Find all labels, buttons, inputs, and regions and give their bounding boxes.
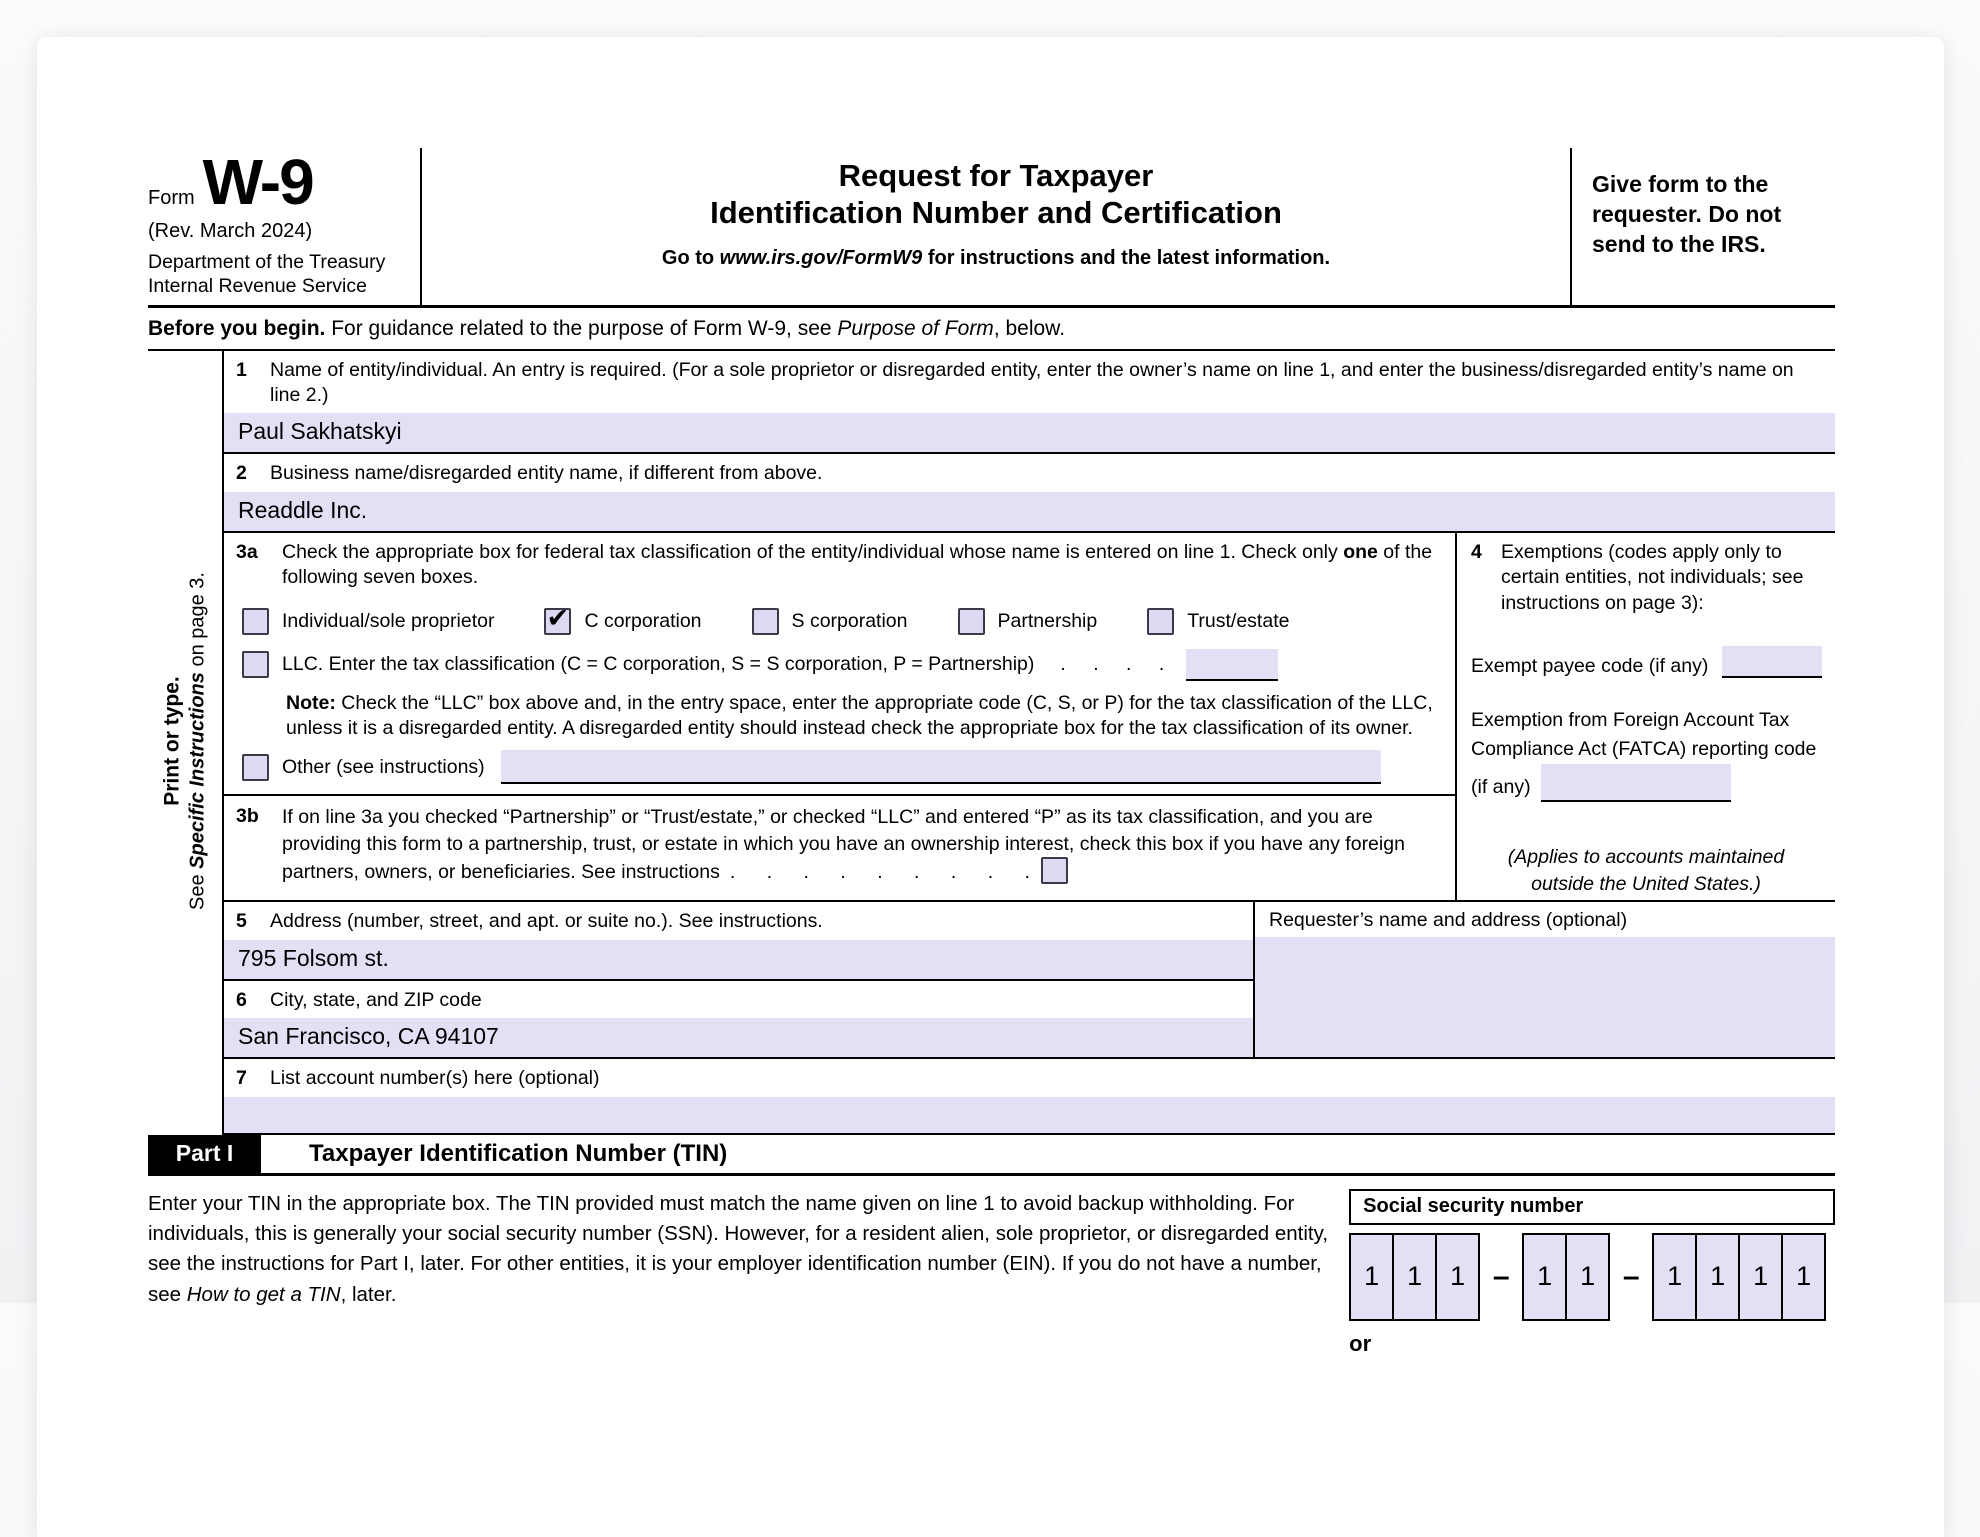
line3a-number: 3a — [236, 540, 258, 563]
option-other — [224, 750, 1455, 784]
irs-url-link[interactable]: www.irs.gov/FormW9 — [719, 247, 923, 270]
line4-block — [1455, 533, 1835, 901]
fatca-row — [1457, 706, 1835, 803]
ssn-dash-1: – — [1492, 1259, 1510, 1293]
line3a-label-text — [282, 540, 1441, 591]
ssn-digit-9[interactable]: 1 — [1781, 1233, 1826, 1321]
form-title-block — [420, 148, 1572, 305]
ssn-digit-6[interactable]: 1 — [1652, 1233, 1697, 1321]
line5-number: 5 — [236, 910, 247, 933]
label-s-corporation: S corporation — [791, 609, 908, 632]
checkbox-partnership[interactable] — [958, 608, 985, 635]
form-word: Form — [148, 187, 195, 209]
goto-prefix: Go to — [661, 247, 720, 270]
form-body — [148, 351, 1835, 1135]
give-form-block — [1572, 148, 1835, 305]
line2-label — [224, 454, 1835, 491]
line7-label — [224, 1059, 1835, 1096]
row-line3-4 — [224, 533, 1835, 903]
specific-instructions-emph: Specific Instructions — [186, 671, 209, 869]
line1-label-text: Name of entity/individual. An entry is required. (For a sole proprietor or disregarded entity, enter the owner’s name on line 1, and enter the business/disregarded entity’s name on line 2.) — [270, 358, 1794, 407]
row-line1 — [224, 351, 1835, 455]
address-input[interactable]: 795 Folsom st. — [224, 940, 1253, 979]
checkbox-s-corporation[interactable] — [752, 608, 779, 635]
line3b-label-text — [282, 804, 1441, 885]
how-to-get-tin-ref: How to get a TIN — [186, 1282, 341, 1306]
row-line7 — [224, 1059, 1835, 1134]
goto-instructions — [432, 247, 1560, 270]
part1-badge: Part I — [148, 1135, 261, 1173]
line1-number: 1 — [236, 358, 247, 381]
llc-dot-leader: . . . . — [1060, 653, 1165, 676]
ssn-block — [1349, 1189, 1835, 1357]
line6-label — [224, 981, 1253, 1018]
checkbox-foreign-partners[interactable] — [1041, 857, 1068, 884]
ssn-label: Social security number — [1349, 1189, 1835, 1225]
row-line6 — [224, 981, 1253, 1057]
row-line5 — [224, 902, 1253, 980]
line6-label-text: City, state, and ZIP code — [270, 988, 482, 1011]
line3b-label — [224, 804, 1455, 890]
checkbox-trust-estate[interactable] — [1147, 608, 1174, 635]
before-you-begin — [148, 308, 1835, 351]
line7-label-text: List account number(s) here (optional) — [270, 1067, 600, 1090]
option-llc — [224, 649, 1455, 681]
other-classification-input[interactable] — [501, 750, 1381, 784]
label-partnership: Partnership — [997, 609, 1098, 632]
ssn-digit-8[interactable]: 1 — [1738, 1233, 1783, 1321]
ssn-digit-7[interactable]: 1 — [1695, 1233, 1740, 1321]
ssn-digit-1[interactable]: 1 — [1349, 1233, 1394, 1321]
city-state-zip-input[interactable]: San Francisco, CA 94107 — [224, 1018, 1253, 1057]
line4-label — [1457, 540, 1835, 616]
side-post: on page 3. — [186, 571, 209, 672]
label-other: Other (see instructions) — [282, 755, 485, 778]
business-name-input[interactable]: Readdle Inc. — [224, 492, 1835, 531]
option-individual — [242, 608, 494, 635]
line3a-pre: Check the appropriate box for federal tax classification of the entity/individual whose name is entered on line 1. Check only — [282, 540, 1344, 563]
line4-number: 4 — [1471, 540, 1482, 563]
line1-label — [224, 351, 1835, 414]
form-page — [37, 37, 1944, 1537]
line3b-number: 3b — [236, 805, 259, 828]
ssn-dash-2: – — [1622, 1259, 1640, 1293]
line4-label-text: Exemptions (codes apply only to certain entities, not individuals; see instructions on page 3): — [1501, 540, 1804, 614]
line7-number: 7 — [236, 1067, 247, 1090]
llc-note — [286, 691, 1441, 741]
row-line2 — [224, 454, 1835, 532]
part1-text-post: , later. — [340, 1282, 397, 1306]
ssn-input-row — [1349, 1233, 1835, 1321]
part1-instructions — [148, 1189, 1335, 1357]
account-numbers-input[interactable] — [224, 1097, 1835, 1133]
form-title-line1: Request for Taxpayer — [838, 158, 1154, 193]
side-pre: See — [186, 868, 209, 910]
option-c-corporation — [544, 602, 702, 635]
or-label: or — [1349, 1330, 1372, 1356]
department-label: Department of the Treasury — [148, 251, 386, 273]
form-id-block — [148, 148, 420, 305]
checkbox-individual[interactable] — [242, 608, 269, 635]
label-individual: Individual/sole proprietor — [282, 609, 495, 632]
part1-title: Taxpayer Identification Number (TIN) — [309, 1139, 728, 1167]
ssn-digit-4[interactable]: 1 — [1522, 1233, 1567, 1321]
line2-number: 2 — [236, 462, 247, 485]
checkbox-llc[interactable] — [242, 651, 269, 678]
tax-classification-options — [224, 602, 1455, 635]
line3a-one-bold: one — [1343, 540, 1378, 563]
line5-label-text: Address (number, street, and apt. or suite no.). See instructions. — [270, 910, 823, 933]
form-title-line2: Identification Number and Certification — [710, 194, 1282, 230]
checkbox-c-corporation[interactable] — [544, 602, 571, 635]
form-number: W-9 — [202, 146, 313, 218]
before-end: , below. — [993, 316, 1066, 340]
specific-instructions-label — [187, 572, 210, 910]
checkbox-other[interactable] — [242, 754, 269, 781]
exempt-payee-row — [1457, 646, 1835, 678]
option-s-corporation — [752, 608, 908, 635]
form-header — [148, 148, 1835, 308]
llc-classification-input[interactable] — [1186, 649, 1278, 681]
line2-label-text: Business name/disregarded entity name, if different from above. — [270, 462, 823, 485]
option-partnership — [958, 608, 1098, 635]
part1-header-bar — [148, 1135, 1835, 1176]
fatca-code-input[interactable] — [1541, 764, 1731, 802]
before-mid: For guidance related to the purpose of Form W-9, see — [325, 316, 838, 340]
applies-note: (Applies to accounts maintained outside the United States.) — [1507, 846, 1785, 895]
part1-text-pre: Enter your TIN in the appropriate box. The TIN provided must match the name given on line 1 to avoid backup withholding. For individuals, this is generally your social security number (SSN). However, for a resident alien, sole proprietor, or disregarded entity, see the instructions for Part I, later. For other entities, it is your employer identification number (EIN). If you do not have a number, see — [148, 1191, 1329, 1306]
row-line5-6 — [224, 902, 1835, 1059]
line3b-block — [224, 796, 1455, 900]
before-bold: Before you begin. — [148, 316, 326, 340]
ssn-digit-5[interactable]: 1 — [1565, 1233, 1610, 1321]
line6-number: 6 — [236, 988, 247, 1011]
line3a-post: of the following seven boxes. — [282, 540, 1433, 589]
line5-label — [224, 902, 1253, 939]
note-bold: Note: — [286, 691, 336, 714]
goto-suffix: for instructions and the latest information. — [922, 247, 1331, 270]
option-trust-estate — [1147, 608, 1289, 635]
line3a-label — [224, 533, 1455, 596]
print-or-type-sidebar — [148, 351, 222, 1135]
label-trust-estate: Trust/estate — [1187, 609, 1290, 632]
line3b-dot-leader: . . . . . . . . . — [729, 861, 1030, 884]
exempt-payee-label: Exempt payee code (if any) — [1471, 654, 1709, 677]
label-llc: LLC. Enter the tax classification (C = C corporation, S = S corporation, P = Partnership) — [282, 653, 1035, 676]
fatca-label: Exemption from Foreign Account Tax Compliance Act (FATCA) reporting code (if any) — [1471, 708, 1817, 799]
label-c-corporation: C corporation — [584, 609, 702, 632]
note-text: Check the “LLC” box above and, in the entry space, enter the appropriate code (C, S, or P) for the tax classification of the LLC, unless it is a disregarded entity. A disregarded entity should instead check the appropriate box for the tax classification of its owner. — [286, 691, 1433, 739]
part1-body — [148, 1176, 1835, 1357]
name-input[interactable]: Paul Sakhatskyi — [224, 413, 1835, 452]
line3b-text: If on line 3a you checked “Partnership” or “Trust/estate,” or checked “LLC” and entered “P” as its tax classification, and you are providing this form to a partnership, trust, or estate in which you have an ownership interest, check this box if you have any foreign partners, owners, or beneficiaries. See instructions — [282, 806, 1405, 884]
requester-label: Requester’s name and address (optional) — [1269, 909, 1628, 932]
form-revision: (Rev. March 2024) — [148, 220, 313, 242]
ssn-digit-3[interactable]: 1 — [1435, 1233, 1480, 1321]
checkbox-c-corporation-mark: ✔ — [546, 602, 570, 633]
ssn-digit-2[interactable]: 1 — [1392, 1233, 1437, 1321]
print-or-type-label: Print or type. — [160, 675, 184, 806]
service-label: Internal Revenue Service — [148, 275, 367, 298]
requester-input[interactable] — [1255, 937, 1835, 1057]
line3a-block — [224, 533, 1455, 797]
purpose-of-form-ref: Purpose of Form — [837, 316, 994, 340]
give-form-note: Give form to the requester. Do not send to the IRS. — [1592, 171, 1782, 257]
requester-block — [1253, 902, 1835, 1057]
exempt-payee-code-input[interactable] — [1722, 646, 1822, 678]
